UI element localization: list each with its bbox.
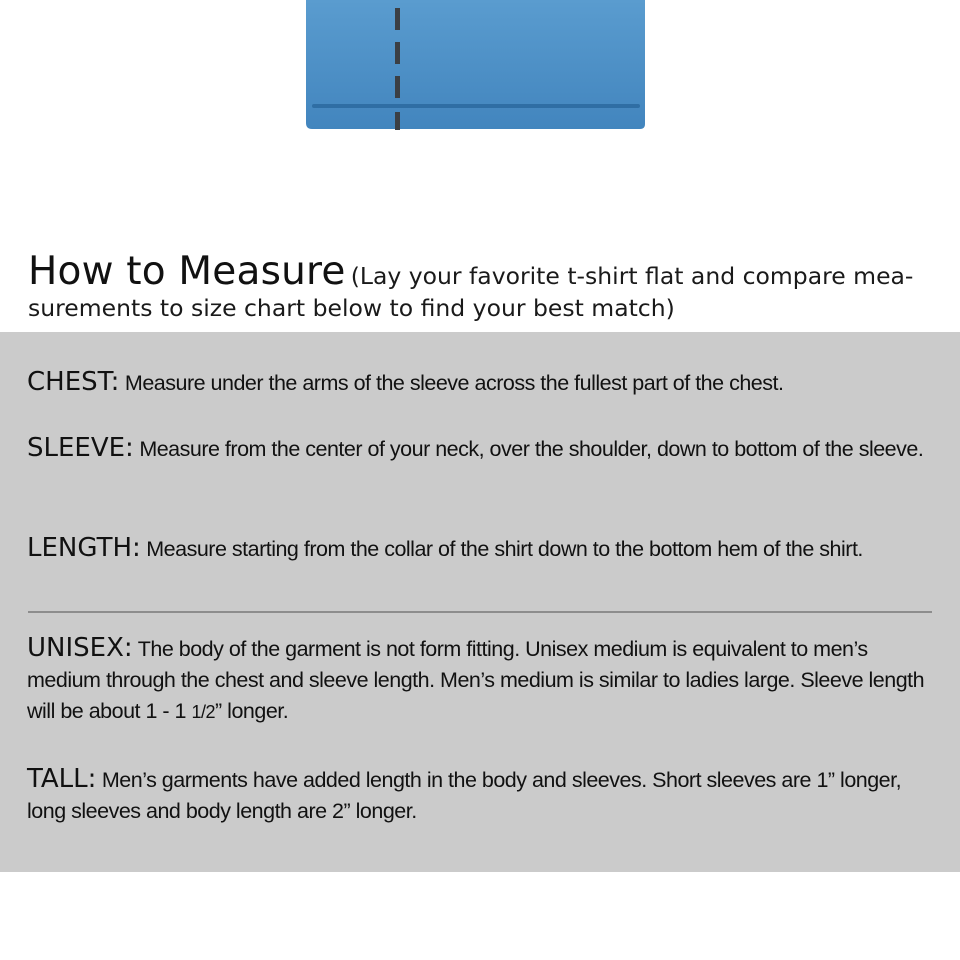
definition-term: SLEEVE: — [27, 433, 134, 463]
definition-text: Measure under the arms of the sleeve across the fullest part of the chest. — [124, 371, 784, 395]
definition-term: TALL: — [27, 764, 97, 794]
definition-text: Men’s garments have added length in the body and sleeves. Short sleeves are 1” longer, long sleeves and body length are 2” longer. — [27, 768, 902, 823]
definition-text: The body of the garment is not form fitting. Unisex medium is equivalent to men’s medium through the chest and sleeve length. Men’s medium is similar to ladies large. Sleeve length will be about 1 - 1 — [27, 637, 925, 723]
page-title: How to Measure — [28, 249, 346, 294]
definition-term: LENGTH: — [27, 533, 141, 563]
section-divider — [28, 611, 932, 613]
definition-term: UNISEX: — [27, 633, 133, 663]
definition-tall — [27, 764, 939, 827]
measurement-definitions-panel — [0, 332, 960, 872]
definition-sleeve — [27, 433, 939, 465]
t-shirt-illustration — [306, 0, 645, 130]
t-shirt-hem-seam — [312, 104, 640, 108]
definition-term: CHEST: — [27, 367, 120, 397]
how-to-measure-heading — [28, 250, 938, 322]
definition-text: Measure from the center of your neck, over the shoulder, down to bottom of the sleeve. — [139, 437, 924, 461]
t-shirt-body-shape — [306, 0, 645, 129]
definition-length — [27, 533, 939, 565]
heading-instruction: (Lay your favorite t-shirt flat and compare mea- — [350, 262, 914, 290]
definition-text-end: ” longer. — [215, 699, 289, 723]
definition-unisex — [27, 633, 939, 728]
definition-chest — [27, 367, 939, 399]
fraction-text: 1/2 — [191, 702, 216, 722]
definition-text: Measure starting from the collar of the shirt down to the bottom hem of the shirt. — [146, 537, 863, 561]
heading-instruction-continued: surements to size chart below to find your best match) — [28, 294, 675, 322]
